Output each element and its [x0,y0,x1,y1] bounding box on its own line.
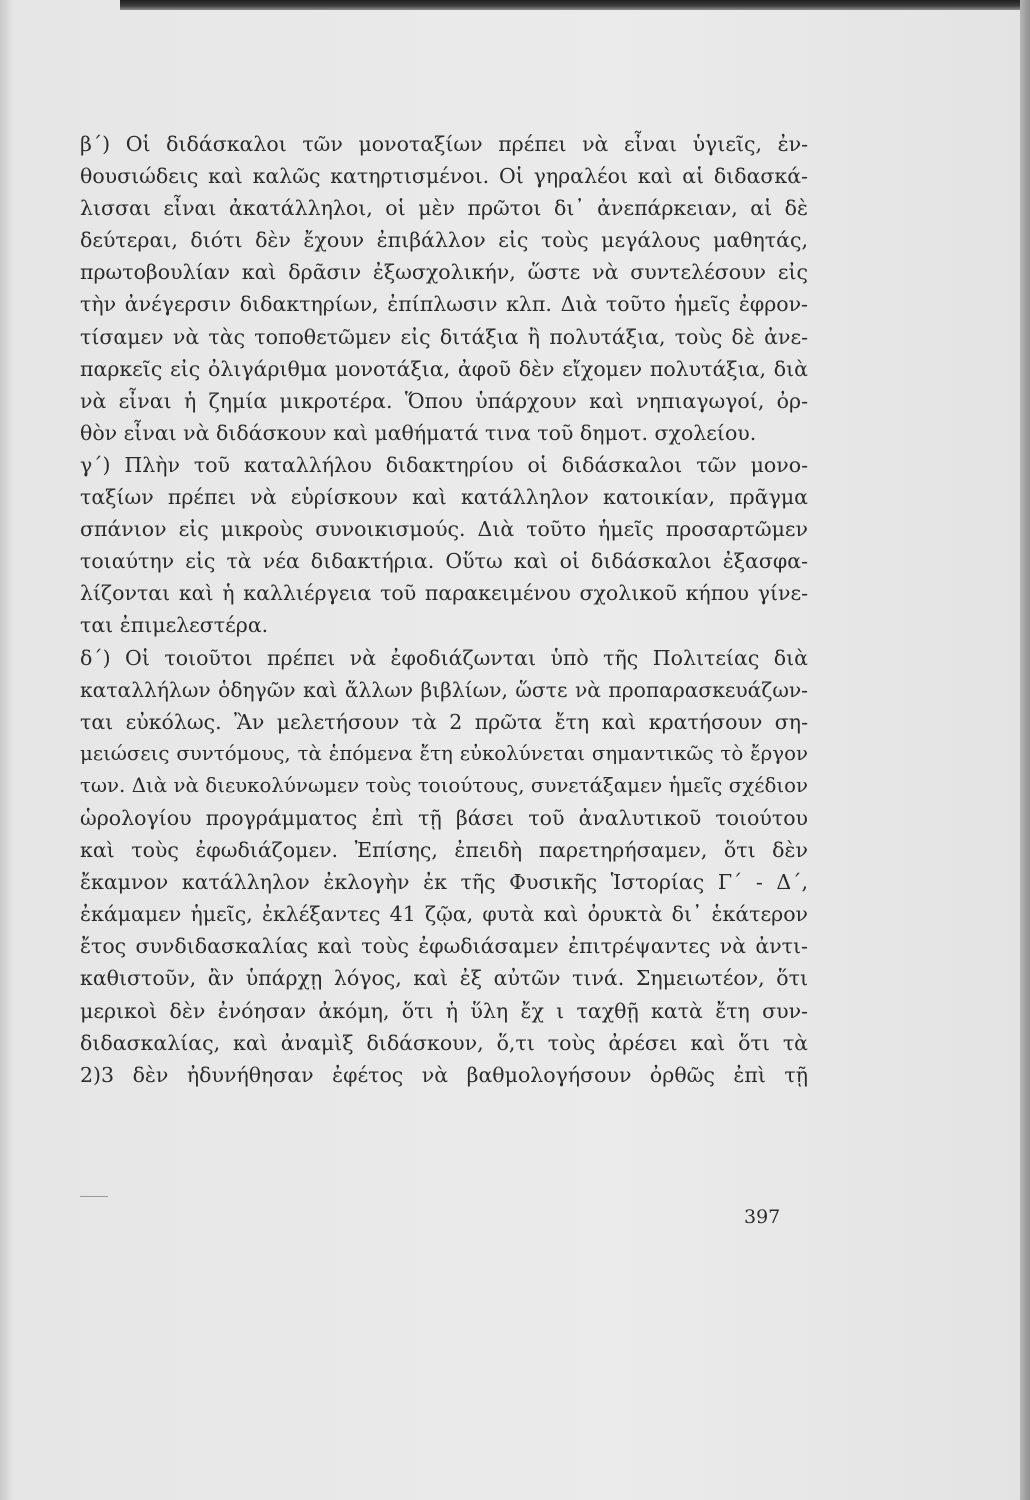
text-line: καὶ τοὺς ἐφωδιάζομεν. Ἐπίσης, ἐπειδὴ παρετηρήσαμεν, ὅτι δὲν [80,838,808,863]
text-line: πρωτοβουλίαν καὶ δρᾶσιν ἐξωσχολικήν, ὥστε νὰ συντελέσουν εἰς [80,260,808,285]
text-line: μειώσεις συντόμους, τὰ ἑπόμενα ἔτη εὐκολύνεται σημαντικῶς τὸ ἔργον [80,741,808,765]
text-line: ἔτος συνδιδασκαλίας καὶ τοὺς ἐφωδιάσαμεν ἐπιτρέψαντες νὰ ἀντι- [80,934,808,959]
text-line: λίζονται καὶ ἡ καλλιέργεια τοῦ παρακειμένου σχολικοῦ κήπου γίνε- [80,581,808,606]
text-line: β΄) Οἱ διδάσκαλοι τῶν μονοταξίων πρέπει νὰ εἶναι ὑγιεῖς, ἐν- [80,132,808,156]
page-number: 397 [744,1206,781,1228]
text-line: των. Διὰ νὰ διευκολύνωμεν τοὺς τοιούτους, συνετάξαμεν ἡμεῖς σχέδιον [80,773,808,797]
text-line: ὡρολογίου προγράμματος ἐπὶ τῇ βάσει τοῦ ἀναλυτικοῦ τοιούτου [80,805,808,830]
scan-top-edge [120,0,1030,10]
text-line: ται εὐκόλως. Ἂν μελετήσουν τὰ 2 πρῶτα ἔτη καὶ κρατήσουν ση- [80,709,808,734]
text-line: σπάνιον εἰς μικροὺς συνοικισμούς. Διὰ τοῦτο ἡμεῖς προσαρτῶμεν [80,517,808,542]
text-line: παρκεῖς εἰς ὀλιγάριθμα μονοτάξια, ἀφοῦ δὲν εἴχομεν πολυτάξια, διὰ [80,356,808,381]
text-line: δεύτεραι, διότι δὲν ἔχουν ἐπιβάλλον εἰς τοὺς μεγάλους μαθητάς, [80,228,808,253]
footer-rule [80,1196,108,1197]
text-line: ἔκαμνον κατάλληλον ἐκλογὴν ἐκ τῆς Φυσικῆς Ἱστορίας Γ΄ - Δ΄, [80,870,808,895]
text-line: καθιστοῦν, ἂν ὑπάρχῃ λόγος, καὶ ἐξ αὐτῶν τινά. Σημειωτέον, ὅτι [80,966,808,991]
scan-right-edge [1020,0,1030,1500]
text-line: τὴν ἀνέγερσιν διδακτηρίων, ἐπίπλωσιν κλπ. Διὰ τοῦτο ἡμεῖς ἐφρον- [80,292,808,317]
text-line: θουσιώδεις καὶ καλῶς κατηρτισμένοι. Οἱ γηραλέοι καὶ αἱ διδασκά- [80,164,808,189]
text-line: ἐκάμαμεν ἡμεῖς, ἐκλέξαντες 41 ζῷα, φυτὰ καὶ ὀρυκτὰ δι᾽ ἑκάτερον [80,902,808,927]
text-line: δ΄) Οἱ τοιοῦτοι πρέπει νὰ ἐφοδιάζωνται ὑπὸ τῆς Πολιτείας διὰ [80,645,808,670]
text-line: λισσαι εἶναι ἀκατάλληλοι, οἱ μὲν πρῶτοι δι᾽ ἀνεπάρκειαν, αἱ δὲ [80,196,808,221]
text-line: διδασκαλίας, καὶ ἀναμὶξ διδάσκουν, ὅ,τι τοὺς ἀρέσει καὶ ὅτι τὰ [80,1030,808,1055]
body-text [80,128,808,1091]
text-line: τοιαύτην εἰς τὰ νέα διδακτήρια. Οὕτω καὶ οἱ διδάσκαλοι ἐξασφα- [80,549,808,574]
text-line: μερικοὶ δὲν ἐνόησαν ἀκόμη, ὅτι ἡ ὕλη ἔχ ι ταχθῇ κατὰ ἔτη συν- [80,998,808,1023]
text-line: γ΄) Πλὴν τοῦ καταλλήλου διδακτηρίου οἱ διδάσκαλοι τῶν μονο- [80,452,808,477]
text-line: τίσαμεν νὰ τὰς τοποθετῶμεν εἰς διτάξια ἢ πολυτάξια, τοὺς δὲ ἀνε- [80,324,808,349]
text-line: θὸν εἶναι νὰ διδάσκουν καὶ μαθήματά τινα τοῦ δημοτ. σχολείου. [80,420,757,445]
text-line: νὰ εἶναι ἡ ζημία μικροτέρα. Ὅπου ὑπάρχουν καὶ νηπιαγωγοί, ὀρ- [80,388,808,413]
text-line: 2)3 δὲν ἠδυνήθησαν ἐφέτος νὰ βαθμολογήσουν ὀρθῶς ἐπὶ τῇ [80,1062,808,1087]
text-line: ται ἐπιμελεστέρα. [80,613,269,638]
text-line: καταλλήλων ὁδηγῶν καὶ ἄλλων βιβλίων, ὥστε νὰ προπαρασκευάζων- [80,677,808,702]
text-line: ταξίων πρέπει νὰ εὑρίσκουν καὶ κατάλληλον κατοικίαν, πρᾶγμα [80,485,808,510]
